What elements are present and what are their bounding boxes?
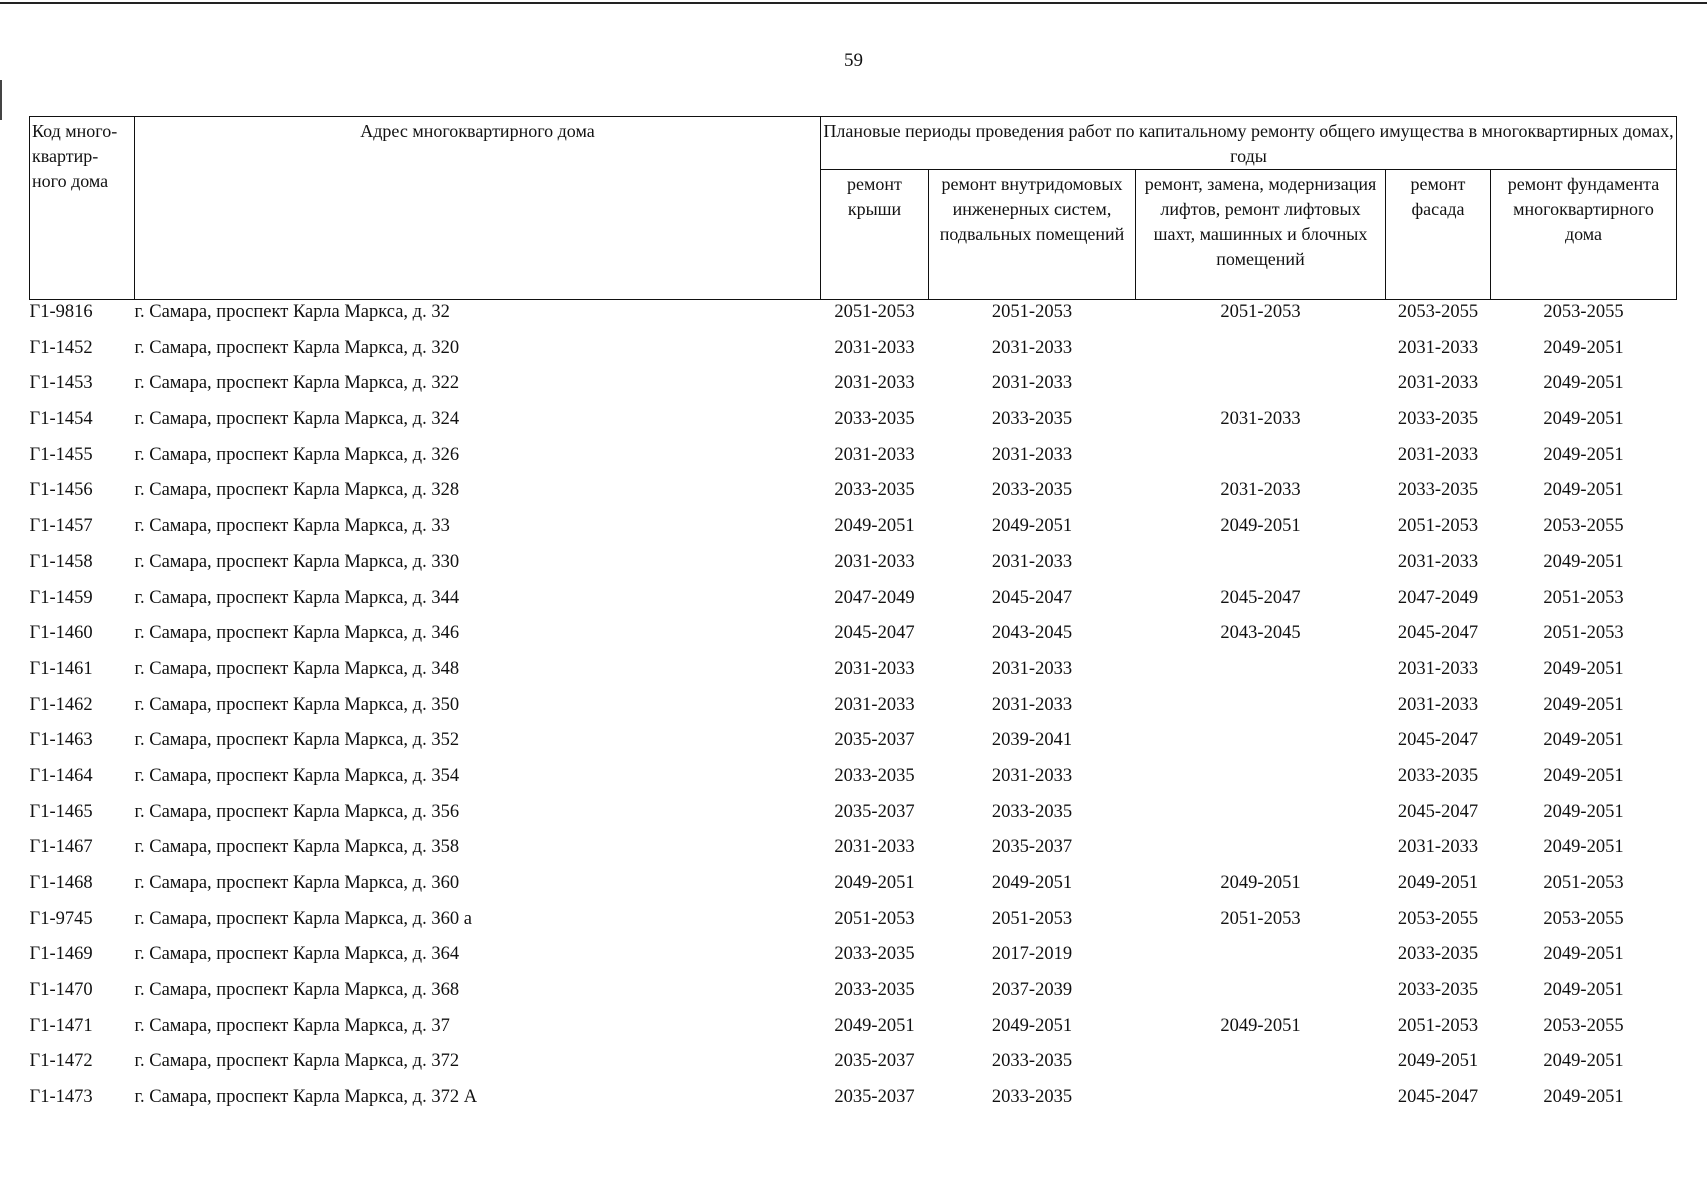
cell-lifts: 2051-2053 [1220, 908, 1301, 929]
cell-code: Г1-1464 [29, 765, 93, 786]
cell-address: г. Самара, проспект Карла Маркса, д. 320 [134, 337, 460, 358]
cell-facade: 2031-2033 [1397, 694, 1479, 715]
cell-foundation: 2049-2051 [1543, 801, 1624, 822]
cell-systems: 2035-2037 [991, 837, 1073, 858]
cell-roof: 2051-2053 [834, 302, 915, 322]
cell-lifts [1136, 657, 1386, 693]
cell-roof: 2035-2037 [834, 801, 915, 822]
cell-systems: 2031-2033 [991, 765, 1073, 786]
cell-roof: 2031-2033 [834, 373, 915, 394]
cell-facade: 2031-2033 [1397, 444, 1479, 465]
cell-code: Г1-9745 [29, 908, 93, 929]
cell-address: г. Самара, проспект Карла Маркса, д. 346 [134, 623, 460, 644]
cell-code: Г1-1462 [29, 694, 93, 715]
cell-roof: 2051-2053 [834, 908, 915, 929]
cell-address: г. Самара, проспект Карла Маркса, д. 360 а [134, 908, 472, 929]
cell-foundation: 2049-2051 [1543, 837, 1624, 858]
cell-code: Г1-1458 [29, 551, 93, 572]
table-row [30, 514, 1677, 550]
column-header-foundation: ремонт фундамента многоквартирного дома [1491, 170, 1677, 300]
cell-facade: 2045-2047 [1397, 1087, 1479, 1108]
cell-code: Г1-1453 [29, 373, 93, 394]
cell-lifts: 2031-2033 [1220, 480, 1301, 501]
cell-address: г. Самара, проспект Карла Маркса, д. 368 [134, 980, 460, 1001]
cell-facade: 2033-2035 [1397, 765, 1479, 786]
cell-foundation: 2051-2053 [1543, 873, 1624, 893]
cell-facade: 2053-2055 [1397, 908, 1479, 929]
cell-facade: 2031-2033 [1397, 551, 1479, 572]
cell-foundation: 2049-2051 [1543, 480, 1624, 501]
column-header-lifts: ремонт, замена, модернизация лифтов, ремонт лифтовых шахт, машинных и блочных помещений [1136, 170, 1386, 300]
cell-address: г. Самара, проспект Карла Маркса, д. 372 А [134, 1087, 478, 1108]
cell-systems: 2049-2051 [991, 1015, 1073, 1036]
cell-address: г. Самара, проспект Карла Маркса, д. 326 [134, 444, 460, 465]
cell-code: Г1-1463 [29, 730, 93, 751]
column-header-systems: ремонт внутридомовых инженерных систем, подвальных помещений [929, 170, 1136, 300]
cell-code: Г1-1456 [29, 480, 93, 501]
cell-roof: 2031-2033 [834, 337, 915, 358]
cell-facade: 2049-2051 [1397, 873, 1479, 893]
cell-address: г. Самара, проспект Карла Маркса, д. 328 [134, 480, 460, 501]
cell-address: г. Самара, проспект Карла Маркса, д. 324 [134, 409, 460, 430]
repair-schedule-table [29, 116, 1677, 1121]
cell-roof: 2033-2035 [834, 409, 915, 430]
cell-facade: 2033-2035 [1397, 944, 1479, 965]
cell-lifts: 2031-2033 [1220, 409, 1301, 430]
cell-facade: 2033-2035 [1397, 480, 1479, 501]
cell-roof: 2045-2047 [834, 623, 915, 644]
cell-systems: 2049-2051 [991, 873, 1073, 893]
table-row [30, 478, 1677, 514]
cell-systems: 2051-2053 [991, 302, 1073, 322]
cell-roof: 2035-2037 [834, 730, 915, 751]
cell-systems: 2031-2033 [991, 694, 1073, 715]
cell-systems: 2045-2047 [991, 587, 1073, 608]
cell-lifts: 2049-2051 [1220, 1015, 1301, 1036]
cell-address: г. Самара, проспект Карла Маркса, д. 33 [134, 516, 450, 537]
column-header-facade: ремонт фасада [1386, 170, 1491, 300]
cell-foundation: 2049-2051 [1543, 337, 1624, 358]
table-row [30, 1049, 1677, 1085]
cell-systems: 2033-2035 [991, 409, 1073, 430]
table-row [30, 800, 1677, 836]
table-row [30, 371, 1677, 407]
cell-foundation: 2049-2051 [1543, 944, 1624, 965]
cell-lifts: 2043-2045 [1220, 623, 1301, 644]
cell-code: Г1-1460 [29, 623, 93, 644]
cell-facade: 2045-2047 [1397, 623, 1479, 644]
cell-facade: 2031-2033 [1397, 373, 1479, 394]
cell-systems: 2033-2035 [991, 1087, 1073, 1108]
cell-foundation: 2049-2051 [1543, 551, 1624, 572]
cell-code: Г1-1452 [29, 337, 93, 358]
cell-address: г. Самара, проспект Карла Маркса, д. 354 [134, 765, 460, 786]
cell-address: г. Самара, проспект Карла Маркса, д. 356 [134, 801, 460, 822]
table-row [30, 621, 1677, 657]
cell-facade: 2033-2035 [1397, 409, 1479, 430]
cell-systems: 2043-2045 [991, 623, 1073, 644]
cell-facade: 2051-2053 [1397, 1015, 1479, 1036]
cell-facade: 2053-2055 [1397, 302, 1479, 322]
column-header-roof: ремонт крыши [821, 170, 929, 300]
cell-foundation: 2049-2051 [1543, 658, 1624, 679]
cell-systems: 2033-2035 [991, 480, 1073, 501]
cell-roof: 2031-2033 [834, 444, 915, 465]
cell-address: г. Самара, проспект Карла Маркса, д. 348 [134, 658, 460, 679]
cell-roof: 2033-2035 [834, 980, 915, 1001]
cell-facade: 2049-2051 [1397, 1051, 1479, 1072]
table-row [30, 835, 1677, 871]
cell-foundation: 2049-2051 [1543, 1051, 1624, 1072]
table-header [30, 117, 1677, 300]
cell-systems: 2037-2039 [991, 980, 1073, 1001]
table-row [30, 1014, 1677, 1050]
cell-systems: 2051-2053 [991, 908, 1073, 929]
cell-systems: 2031-2033 [991, 551, 1073, 572]
cell-foundation: 2049-2051 [1543, 444, 1624, 465]
cell-lifts [1136, 550, 1386, 586]
cell-lifts: 2045-2047 [1220, 587, 1301, 608]
cell-roof: 2049-2051 [834, 873, 915, 893]
cell-systems: 2049-2051 [991, 516, 1073, 537]
cell-address: г. Самара, проспект Карла Маркса, д. 358 [134, 837, 460, 858]
cell-roof: 2031-2033 [834, 837, 915, 858]
cell-facade: 2045-2047 [1397, 730, 1479, 751]
cell-foundation: 2053-2055 [1543, 908, 1624, 929]
cell-lifts [1136, 371, 1386, 407]
cell-code: Г1-1470 [29, 980, 93, 1001]
cell-roof: 2049-2051 [834, 516, 915, 537]
cell-code: Г1-1465 [29, 801, 93, 822]
table-row [30, 657, 1677, 693]
cell-roof: 2047-2049 [834, 587, 915, 608]
cell-code: Г1-1472 [29, 1051, 93, 1072]
cell-foundation: 2049-2051 [1543, 765, 1624, 786]
cell-foundation: 2053-2055 [1543, 1015, 1624, 1036]
cell-address: г. Самара, проспект Карла Маркса, д. 350 [134, 694, 460, 715]
cell-code: Г1-1455 [29, 444, 93, 465]
cell-foundation: 2049-2051 [1543, 373, 1624, 394]
cell-code: Г1-1473 [29, 1087, 93, 1108]
cell-lifts [1136, 978, 1386, 1014]
cell-systems: 2031-2033 [991, 373, 1073, 394]
cell-facade: 2045-2047 [1397, 801, 1479, 822]
cell-code: Г1-1457 [29, 516, 93, 537]
cell-address: г. Самара, проспект Карла Маркса, д. 37 [134, 1015, 450, 1036]
cell-lifts [1136, 336, 1386, 372]
cell-foundation: 2049-2051 [1543, 980, 1624, 1001]
cell-lifts [1136, 835, 1386, 871]
cell-roof: 2033-2035 [834, 765, 915, 786]
column-header-code: Код много-квартир-ного дома [30, 117, 135, 300]
cell-address: г. Самара, проспект Карла Маркса, д. 360 [134, 873, 460, 893]
cell-lifts [1136, 693, 1386, 729]
cell-foundation: 2051-2053 [1543, 623, 1624, 644]
cell-address: г. Самара, проспект Карла Маркса, д. 344 [134, 587, 460, 608]
table-row [30, 764, 1677, 800]
cell-foundation: 2049-2051 [1543, 1087, 1624, 1108]
table-row [30, 407, 1677, 443]
top-rule [0, 2, 1707, 4]
cell-facade: 2033-2035 [1397, 980, 1479, 1001]
cell-roof: 2035-2037 [834, 1087, 915, 1108]
cell-systems: 2033-2035 [991, 801, 1073, 822]
cell-foundation: 2049-2051 [1543, 730, 1624, 751]
cell-lifts [1136, 728, 1386, 764]
cell-systems: 2017-2019 [991, 944, 1073, 965]
cell-facade: 2031-2033 [1397, 658, 1479, 679]
header-row-1 [30, 117, 1677, 170]
cell-lifts [1136, 1085, 1386, 1121]
cell-systems: 2031-2033 [991, 444, 1073, 465]
cell-code: Г1-1454 [29, 409, 93, 430]
cell-code: Г1-1469 [29, 944, 93, 965]
cell-code: Г1-1467 [29, 837, 93, 858]
cell-roof: 2031-2033 [834, 551, 915, 572]
cell-lifts: 2051-2053 [1220, 302, 1301, 322]
table-body [30, 300, 1677, 1121]
cell-address: г. Самара, проспект Карла Маркса, д. 322 [134, 373, 460, 394]
cell-lifts [1136, 764, 1386, 800]
cell-foundation: 2053-2055 [1543, 302, 1624, 322]
column-header-address: Адрес многоквартирного дома [135, 117, 821, 300]
cell-roof: 2033-2035 [834, 480, 915, 501]
cell-facade: 2051-2053 [1397, 516, 1479, 537]
cell-address: г. Самара, проспект Карла Маркса, д. 372 [134, 1051, 460, 1072]
cell-roof: 2049-2051 [834, 1015, 915, 1036]
table-row [30, 728, 1677, 764]
table-row [30, 942, 1677, 978]
table-row [30, 586, 1677, 622]
cell-foundation: 2049-2051 [1543, 694, 1624, 715]
cell-foundation: 2049-2051 [1543, 409, 1624, 430]
cell-facade: 2031-2033 [1397, 837, 1479, 858]
table-row [30, 443, 1677, 479]
cell-lifts [1136, 800, 1386, 836]
cell-lifts: 2049-2051 [1220, 516, 1301, 537]
cell-roof: 2031-2033 [834, 658, 915, 679]
cell-foundation: 2051-2053 [1543, 587, 1624, 608]
cell-lifts [1136, 443, 1386, 479]
cell-code: Г1-1471 [29, 1015, 93, 1036]
cell-facade: 2047-2049 [1397, 587, 1479, 608]
cell-roof: 2033-2035 [834, 944, 915, 965]
table-row [30, 907, 1677, 943]
table-row [30, 336, 1677, 372]
table-row [30, 300, 1677, 336]
page-number: 59 [844, 50, 863, 71]
cell-systems: 2031-2033 [991, 658, 1073, 679]
cell-systems: 2039-2041 [991, 730, 1073, 751]
table-row [30, 978, 1677, 1014]
table-row [30, 550, 1677, 586]
left-margin-mark [0, 80, 2, 120]
cell-systems: 2031-2033 [991, 337, 1073, 358]
cell-facade: 2031-2033 [1397, 337, 1479, 358]
cell-foundation: 2053-2055 [1543, 516, 1624, 537]
cell-lifts: 2049-2051 [1220, 873, 1301, 893]
cell-roof: 2035-2037 [834, 1051, 915, 1072]
cell-systems: 2033-2035 [991, 1051, 1073, 1072]
cell-code: Г1-1459 [29, 587, 93, 608]
column-header-periods: Плановые периоды проведения работ по капитальному ремонту общего имущества в многоквартирных домах, годы [821, 117, 1677, 170]
cell-address: г. Самара, проспект Карла Маркса, д. 32 [134, 302, 450, 322]
cell-roof: 2031-2033 [834, 694, 915, 715]
cell-lifts [1136, 1049, 1386, 1085]
cell-address: г. Самара, проспект Карла Маркса, д. 352 [134, 730, 460, 751]
cell-code: Г1-1461 [29, 658, 93, 679]
cell-code: Г1-9816 [29, 302, 93, 322]
cell-address: г. Самара, проспект Карла Маркса, д. 364 [134, 944, 460, 965]
cell-code: Г1-1468 [29, 873, 93, 893]
table-row [30, 693, 1677, 729]
table-row [30, 1085, 1677, 1121]
table-row [30, 871, 1677, 907]
cell-address: г. Самара, проспект Карла Маркса, д. 330 [134, 551, 460, 572]
cell-lifts [1136, 942, 1386, 978]
